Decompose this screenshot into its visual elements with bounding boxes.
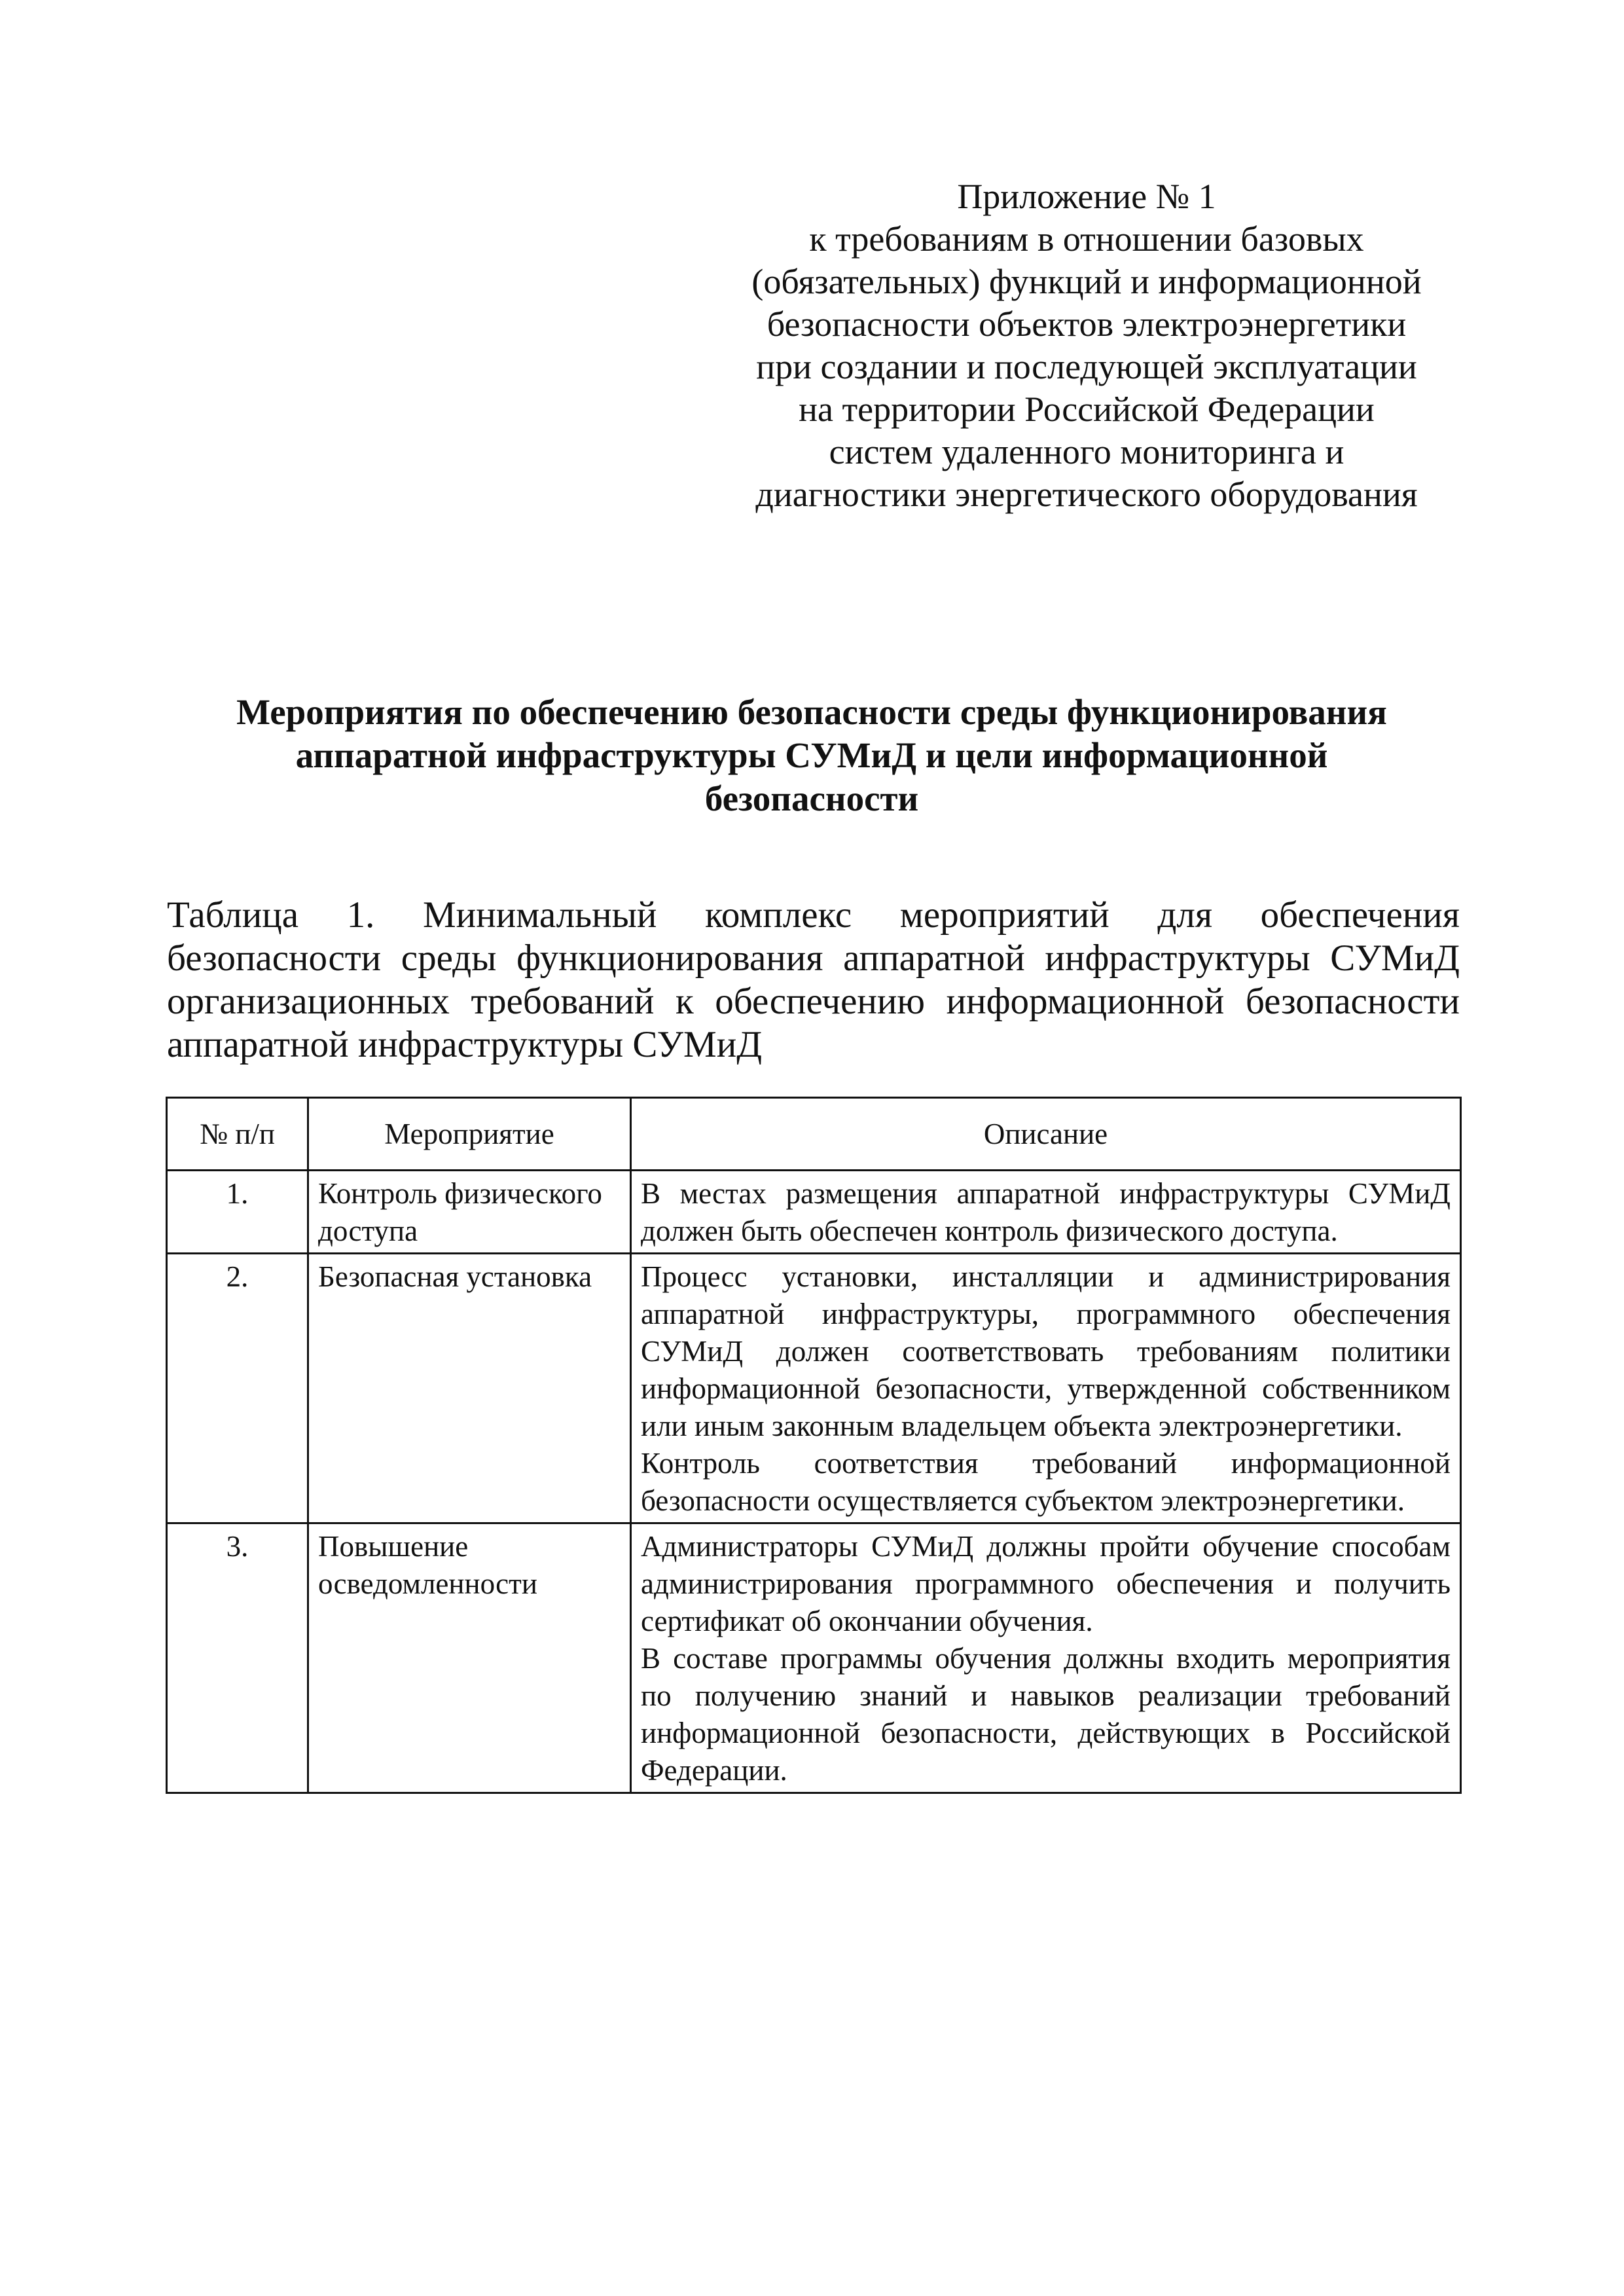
- row-measure: Повышение осведомленности: [308, 1523, 631, 1793]
- caption-line: аппаратной инфраструктуры СУМиД: [167, 1024, 763, 1065]
- caption-line: безопасности среды функционирования аппаратной инфраструктуры СУМиД: [167, 938, 1460, 979]
- row-description: [631, 1254, 1461, 1523]
- description-paragraph: Процесс установки, инсталляции и администрирования аппаратной инфраструктуры, программного обеспечения СУМиД должен соответствовать требованиям политики информационной безопасности, утвержденной собственником или иным законным владельцем объекта электроэнергетики.: [641, 1260, 1451, 1442]
- appendix-line: безопасности объектов электроэнергетики: [767, 304, 1407, 344]
- appendix-line: при создании и последующей эксплуатации: [756, 347, 1417, 386]
- title-line: аппаратной инфраструктуры СУМиД и цели информационной: [295, 735, 1328, 775]
- appendix-line: диагностики энергетического оборудования: [755, 475, 1418, 514]
- measures-table: [166, 1097, 1462, 1794]
- row-measure: Контроль физического доступа: [308, 1171, 631, 1254]
- appendix-line: Приложение № 1: [957, 177, 1216, 216]
- header-description: Описание: [631, 1098, 1461, 1171]
- table-row: [167, 1254, 1461, 1523]
- row-number: 2.: [167, 1254, 308, 1523]
- row-measure: Безопасная установка: [308, 1254, 631, 1523]
- row-description: [631, 1171, 1461, 1254]
- row-number: 1.: [167, 1171, 308, 1254]
- caption-line: организационных требований к обеспечению информационной безопасности: [167, 981, 1460, 1022]
- caption-line: Таблица 1. Минимальный комплекс мероприятий для обеспечения: [167, 894, 1460, 936]
- description-paragraph: Контроль соответствия требований информационной безопасности осуществляется субъектом электроэнергетики.: [641, 1447, 1451, 1517]
- header-number: № п/п: [167, 1098, 308, 1171]
- row-description: [631, 1523, 1461, 1793]
- table-header-row: [167, 1098, 1461, 1171]
- table-row: [167, 1523, 1461, 1793]
- description-paragraph: Администраторы СУМиД должны пройти обучение способам администрирования программного обеспечения и получить сертификат об окончании обучения.: [641, 1530, 1451, 1637]
- appendix-line: систем удаленного мониторинга и: [829, 432, 1344, 471]
- appendix-line: к требованиям в отношении базовых: [809, 219, 1364, 259]
- header-measure: Мероприятие: [308, 1098, 631, 1171]
- appendix-header: [694, 175, 1479, 516]
- appendix-line: (обязательных) функций и информационной: [751, 262, 1422, 301]
- description-paragraph: В местах размещения аппаратной инфраструктуры СУМиД должен быть обеспечен контроль физического доступа.: [641, 1177, 1451, 1247]
- description-paragraph: В составе программы обучения должны входить мероприятия по получению знаний и навыков реализации требований информационной безопасности, действующих в Российской Федерации.: [641, 1642, 1451, 1787]
- row-number: 3.: [167, 1523, 308, 1793]
- title-line: Мероприятия по обеспечению безопасности среды функционирования: [236, 692, 1387, 732]
- table-caption: [167, 894, 1460, 1066]
- title-line: безопасности: [704, 778, 919, 818]
- document-title: [157, 691, 1466, 820]
- table-row: [167, 1171, 1461, 1254]
- appendix-line: на территории Российской Федерации: [799, 390, 1375, 429]
